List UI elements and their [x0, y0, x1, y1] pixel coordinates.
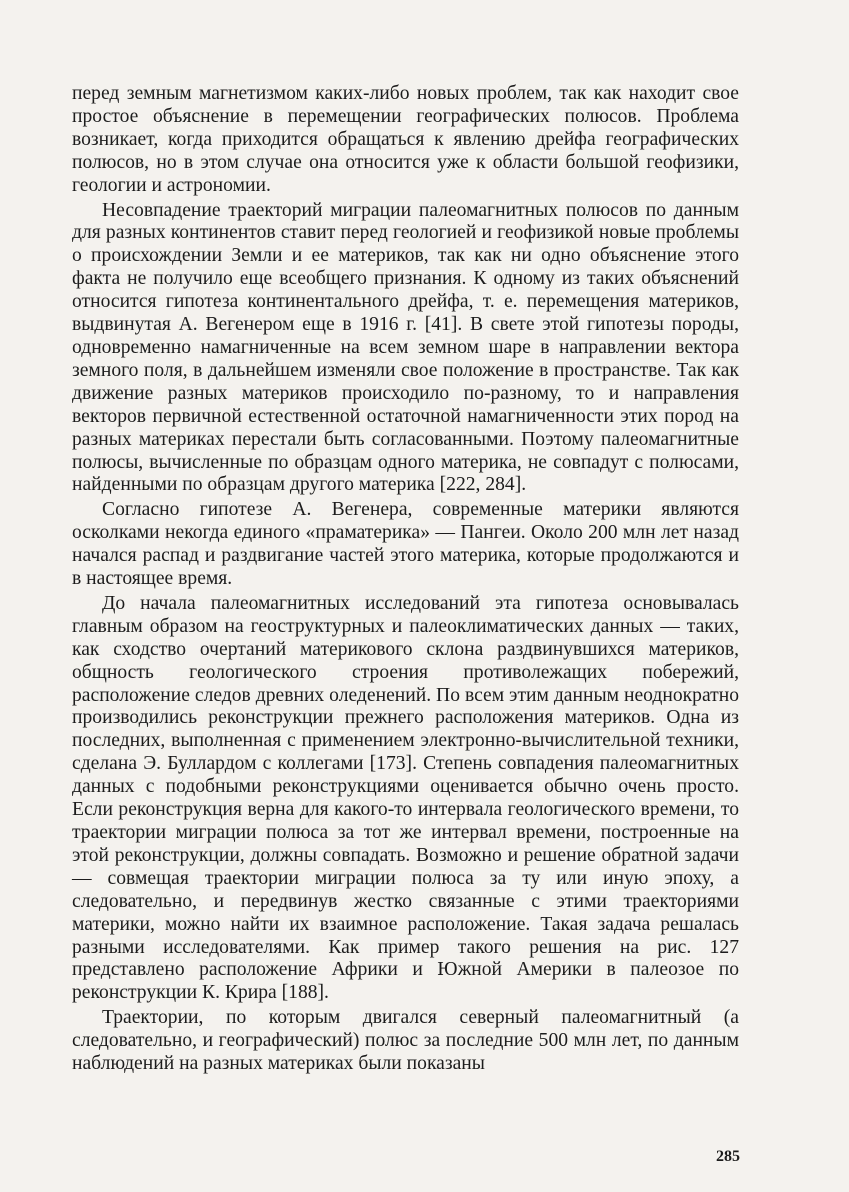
paragraph-4: До начала палеомагнитных исследований эта гипотеза основывалась главным образом на геоструктурных и палеоклиматических данных — таких, как сходство очертаний материкового склона раздвинувшихся материков, общность геологического строения противолежащих побережий, расположение следов древних оледенений. По всем этим данным неоднократно производились реконструкции прежнего расположения материков. Одна из последних, выполненная с применением электронно-вычислительной техники, сделана Э. Буллардом с коллегами [173]. Степень совпадения палеомагнитных данных с подобными реконструкциями оценивается обычно очень просто. Если реконструкция верна для какого-то интервала геологического времени, то траектории миграции полюса за тот же интервал времени, построенные на этой реконструкции, должны совпадать. Возможно и решение обратной задачи — совмещая траектории миграции полюса за ту или иную эпоху, а следовательно, и передвинув жестко связанные с этими траекториями материки, можно найти их взаимное расположение. Такая задача решалась разными исследователями. Как пример такого решения на рис. 127 представлено расположение Африки и Южной Америки в палеозое по реконструкции К. Крира [188]. [72, 592, 739, 1004]
paragraph-3: Согласно гипотезе А. Вегенера, современные материки являются осколками некогда единого «праматерика» — Пангеи. Около 200 млн лет назад начался распад и раздвигание частей этого материка, которые продолжаются и в настоящее время. [72, 499, 739, 590]
paragraph-1: перед земным магнетизмом каких-либо новых проблем, так как находит свое простое объяснение в перемещении географических полюсов. Проблема возникает, когда приходится обращаться к явлению дрейфа географических полюсов, но в этом случае она относится уже к области большой геофизики, геологии и астрономии. [72, 83, 739, 196]
paragraph-2: Несовпадение траекторий миграции палеомагнитных полюсов по данным для разных континентов ставит перед геологией и геофизикой новые проблемы о происхождении Земли и ее материков, так как ни одно объяснение этого факта не получило еще всеобщего признания. К одному из таких объяснений относится гипотеза континентального дрейфа, т. е. перемещения материков, выдвинутая А. Вегенером еще в 1916 г. [41]. В свете этой гипотезы породы, одновременно намагниченные на всем земном шаре в направлении вектора земного поля, в дальнейшем изменяли свое положение в пространстве. Так как движение разных материков происходило по-разному, то и направления векторов первичной естественной остаточной намагниченности этих пород на разных материках перестали быть согласованными. Поэтому палеомагнитные полюсы, вычисленные по образцам одного материка, не совпадут с полюсами, найденными по образцам другого материка [222, 284]. [72, 199, 739, 496]
paragraph-5: Траектории, по которым двигался северный палеомагнитный (а следовательно, и географический) полюс за последние 500 млн лет, по данным наблюдений на разных материках были показаны [72, 1007, 739, 1075]
page-body [72, 83, 739, 1076]
page-number: 285 [716, 1148, 740, 1165]
